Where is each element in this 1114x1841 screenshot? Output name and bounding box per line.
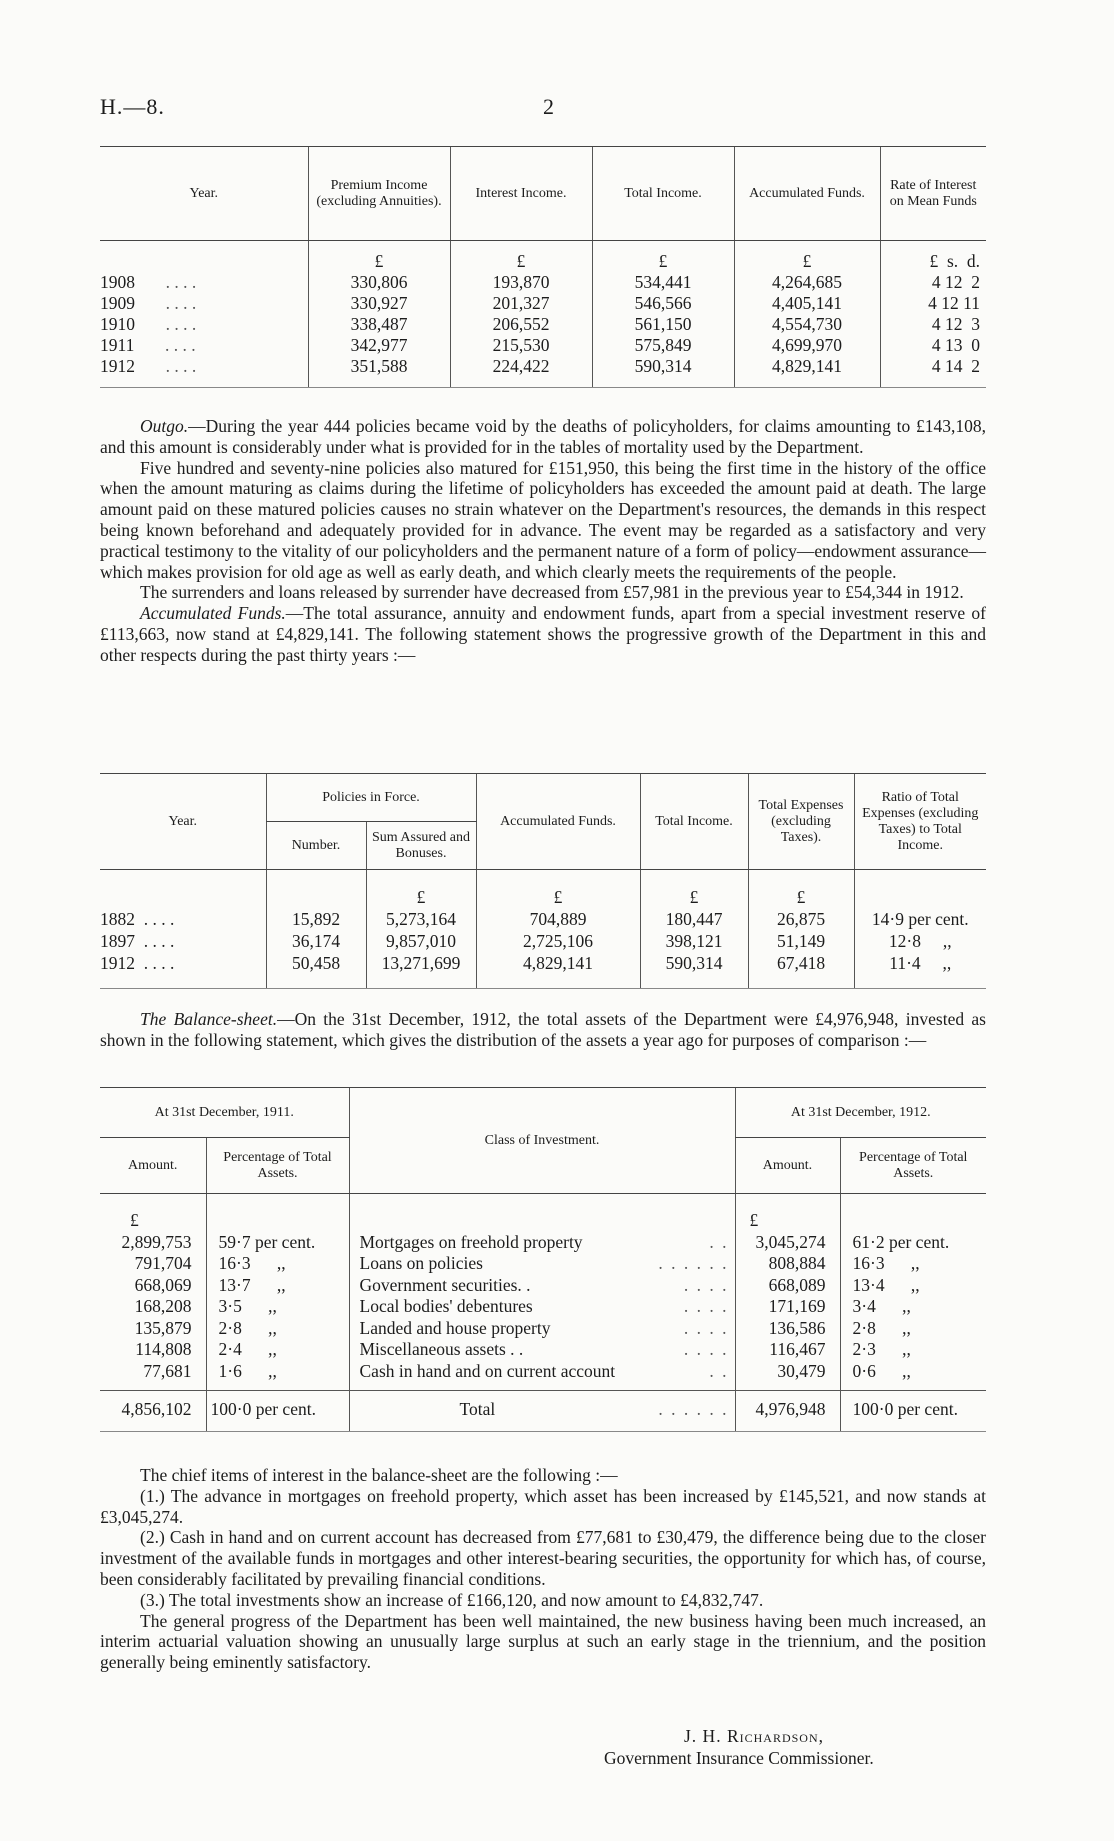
total-label: Total [459, 1399, 496, 1419]
table-cell: 4,829,141 [734, 356, 880, 388]
investment-class: Loans on policies [359, 1253, 483, 1273]
table-cell: 114,808 [135, 1339, 192, 1359]
paragraph: Five hundred and seventy-nine policies also matured for £151,950, this being the first time in the history of the office when the amount maturing as claims during the lifetime of policyholders has exceeded the amount paid at death. The large amount paid on these matured policies causes no strain whatever on the Department's resources, the demands in this respect being known beforehand and adequately provided for in advance. The event may be regarded as a satisfactory and very practical testimony to the vitality of our policyholders and the permanent nature of a form of policy—endowment assurance—which makes provision for old age as well as early death, and which clearly meets the requirements of the people. [100, 457, 986, 582]
paragraph: (1.) The advance in mortgages on freehold property, which asset has been increased by £145,521, and now stands at £3,045,274. [100, 1485, 986, 1527]
table-cell: 180,447 [640, 908, 748, 930]
table-cell: 668,069 [134, 1274, 192, 1295]
investment-class: Government securities. . [359, 1274, 531, 1295]
table-cell: 168,208 [134, 1296, 192, 1316]
growth-table [100, 773, 986, 989]
table-cell: 4 12 2 [880, 272, 986, 293]
column-header: Amount. [735, 1138, 840, 1194]
table-cell: 2,725,106 [476, 930, 640, 952]
investment-class: Mortgages on freehold property [359, 1231, 583, 1252]
table-cell: 12·8 ,, [854, 930, 986, 952]
units-row [100, 241, 986, 273]
dot-leader: . . . . [164, 335, 196, 355]
column-header: Percentage of Total Assets. [206, 1138, 349, 1194]
income-table [100, 146, 986, 388]
column-header: Number. [266, 822, 366, 870]
dot-leader: . . . . [143, 909, 175, 929]
unit-label: £ [308, 241, 450, 273]
document-reference: H.—8. [100, 94, 165, 119]
table-row [100, 335, 986, 356]
investment-class: Miscellaneous assets . . [359, 1339, 524, 1359]
paragraph-text: —During the year 444 policies became void by the deaths of policyholders, for claims amounting to £143,108, and this amount is considerably under what is provided for in the tables of mortality used by the Department. [100, 416, 986, 457]
table-cell: 4,829,141 [476, 952, 640, 989]
column-header: Interest Income. [450, 147, 592, 241]
table-cell: 2·3 ,, [840, 1339, 986, 1361]
table-row [100, 1253, 986, 1275]
year-cell: 1909 [100, 293, 135, 313]
table-cell: 136,586 [735, 1318, 840, 1340]
table-cell: 791,704 [134, 1253, 192, 1273]
paragraph-heading: The Balance-sheet. [140, 1009, 278, 1029]
table-cell: 14·9 per cent. [854, 908, 986, 930]
table-cell: 704,889 [476, 908, 640, 930]
table-cell: 135,879 [134, 1317, 192, 1338]
table-cell: 206,552 [450, 314, 592, 335]
column-header: Class of Investment. [349, 1088, 735, 1194]
dot-leader: . . . . [165, 293, 197, 313]
table-cell: 330,806 [308, 272, 450, 293]
table-cell: 808,884 [735, 1253, 840, 1275]
signature-block [604, 1725, 984, 1769]
paragraph: The general progress of the Department has been well maintained, the new business having been much increased, an interim actuarial valuation showing an unusually large surplus at such an early stage in the triennium, and the position generally being eminently satisfactory. [100, 1610, 986, 1673]
table-cell: 534,441 [592, 272, 734, 293]
table-row [100, 930, 986, 952]
unit-label: £ s. d. [880, 241, 986, 273]
paragraph: (2.) Cash in hand and on current account has decreased from £77,681 to £30,479, the difference being due to the closer investment of the available funds in mortgages and other interest-bearing securities, the opportunity for which has, of course, been considerably facilitated by prevailing financial conditions. [100, 1527, 986, 1589]
table-cell: 2,899,753 [121, 1231, 192, 1252]
dot-leader: . . . . [165, 272, 197, 292]
paragraph: (3.) The total investments show an increase of £166,120, and now amount to £4,832,747. [140, 1589, 764, 1610]
paragraph [100, 416, 986, 458]
table-cell: 224,422 [450, 356, 592, 388]
dot-leader: . . . . . . [658, 1253, 729, 1273]
column-group-header: At 31st December, 1912. [735, 1088, 986, 1138]
unit-label: £ [130, 1210, 139, 1230]
table-cell: 398,121 [640, 930, 748, 952]
table-cell: 77,681 [143, 1360, 192, 1381]
unit-label: £ [735, 1194, 840, 1232]
column-header: Rate of Interest on Mean Funds [880, 147, 986, 241]
table-row [100, 272, 986, 293]
dot-leader: . . . . [683, 1274, 729, 1295]
table-row [100, 1339, 986, 1361]
table-cell: 215,530 [450, 335, 592, 356]
year-cell: 1910 [100, 314, 135, 334]
year-cell: 1912 [100, 356, 135, 376]
table-cell: 67,418 [748, 952, 854, 989]
column-group-header: At 31st December, 1911. [100, 1088, 349, 1138]
year-cell: 1897 [100, 931, 135, 951]
table-cell: 5,273,164 [366, 908, 476, 930]
dot-leader: . . . . [143, 953, 175, 973]
table-cell: 171,169 [735, 1296, 840, 1318]
table-row [100, 952, 986, 989]
table-cell: 4 14 2 [880, 356, 986, 388]
year-cell: 1908 [100, 272, 135, 292]
column-header: Accumulated Funds. [734, 147, 880, 241]
outgo-section [100, 416, 986, 666]
table-cell: 59·7 per cent. [206, 1232, 349, 1254]
table-header-row [100, 774, 986, 822]
dot-leader: . . . . [683, 1317, 729, 1338]
column-header: Year. [100, 774, 266, 870]
investment-class: Landed and house property [359, 1317, 551, 1338]
table-cell: 26,875 [748, 908, 854, 930]
table-cell: 116,467 [735, 1339, 840, 1361]
table-cell: 1·6 ,, [206, 1361, 349, 1391]
table-cell: 13,271,699 [366, 952, 476, 989]
table-cell: 4 12 11 [880, 293, 986, 314]
table-cell: 0·6 ,, [840, 1361, 986, 1391]
dot-leader: . . . . [165, 356, 197, 376]
unit-label: £ [476, 870, 640, 909]
column-header: Sum Assured and Bonuses. [366, 822, 476, 870]
table-row [100, 1275, 986, 1297]
unit-label: £ [748, 870, 854, 909]
dot-leader: . . . . [683, 1339, 729, 1359]
table-cell: 15,892 [266, 908, 366, 930]
table-cell: 4 13 0 [880, 335, 986, 356]
table-cell: 4 12 3 [880, 314, 986, 335]
table-cell: 193,870 [450, 272, 592, 293]
paragraph-heading: Accumulated Funds. [140, 603, 286, 624]
table-cell: 2·8 ,, [206, 1318, 349, 1340]
unit-label: £ [450, 241, 592, 273]
table-row [100, 1318, 986, 1340]
table-cell: 51,149 [748, 930, 854, 952]
table-cell: 36,174 [266, 930, 366, 952]
paragraph-text: —On the 31st December, 1912, the total assets of the Department were £4,976,948, invested as shown in the following statement, which gives the distribution of the assets a year ago for purposes of comparison :— [100, 1009, 986, 1050]
column-header: Total Expenses (excluding Taxes). [748, 774, 854, 870]
column-header: Total Income. [640, 774, 748, 870]
column-header: Percentage of Total Assets. [840, 1138, 986, 1194]
column-header: Premium Income (excluding Annuities). [308, 147, 450, 241]
table-row [100, 1296, 986, 1318]
table-cell: 9,857,010 [366, 930, 476, 952]
column-header: Total Income. [592, 147, 734, 241]
unit-label: £ [366, 870, 476, 909]
dot-leader: . . [709, 1360, 729, 1381]
unit-label: £ [640, 870, 748, 909]
table-cell: 4,976,948 [735, 1391, 840, 1432]
table-cell: 575,849 [592, 335, 734, 356]
paragraph [100, 1009, 986, 1051]
dot-leader: . . . . [683, 1296, 729, 1316]
table-cell: 16·3 ,, [206, 1253, 349, 1275]
table-cell: 546,566 [592, 293, 734, 314]
column-header: Amount. [100, 1138, 206, 1194]
units-row [100, 1194, 986, 1232]
table-cell: 3,045,274 [735, 1232, 840, 1254]
table-row [100, 1232, 986, 1254]
table-cell: 590,314 [592, 356, 734, 388]
table-cell: 4,405,141 [734, 293, 880, 314]
year-cell: 1882 [100, 909, 135, 929]
investment-table [100, 1087, 986, 1432]
total-row [100, 1391, 986, 1432]
table-cell: 351,588 [308, 356, 450, 388]
year-cell: 1912 [100, 953, 135, 973]
table-row [100, 908, 986, 930]
signatory-name: J. H. Richardson, [684, 1726, 825, 1746]
table-cell: 4,699,970 [734, 335, 880, 356]
table-cell: 61·2 per cent. [840, 1232, 986, 1254]
chief-items-section [100, 1465, 986, 1673]
paragraph-text: —The total assurance, annuity and endowment funds, apart from a special investment reserve of £113,663, now stand at £4,829,141. The following statement shows the progressive growth of the Department in this and other respects during the past thirty years :— [100, 603, 986, 665]
paragraph: The surrenders and loans released by surrender have decreased from £57,981 in the previous year to £54,344 in 1912. [140, 582, 964, 603]
table-cell: 16·3 ,, [840, 1253, 986, 1275]
table-header-row [100, 147, 986, 241]
table-cell: 4,264,685 [734, 272, 880, 293]
dot-leader: . . . . [143, 931, 175, 951]
column-header: Ratio of Total Expenses (excluding Taxes) to Total Income. [854, 774, 986, 870]
table-cell: 330,927 [308, 293, 450, 314]
column-header: Year. [100, 147, 308, 241]
table-cell: 342,977 [308, 335, 450, 356]
table-cell: 13·4 ,, [840, 1275, 986, 1297]
table-cell: 561,150 [592, 314, 734, 335]
table-cell: 100·0 per cent. [206, 1391, 349, 1432]
table-cell: 50,458 [266, 952, 366, 989]
units-row [100, 870, 986, 909]
table-cell: 3·4 ,, [840, 1296, 986, 1318]
table-cell: 668,089 [735, 1275, 840, 1297]
dot-leader: . . . . [165, 314, 197, 334]
column-header: Accumulated Funds. [476, 774, 640, 870]
table-cell: 590,314 [640, 952, 748, 989]
table-cell: 4,856,102 [100, 1391, 206, 1432]
column-group-header: Policies in Force. [266, 774, 476, 822]
table-row [100, 314, 986, 335]
paragraph-heading: Outgo. [140, 416, 189, 436]
table-cell: 100·0 per cent. [840, 1391, 986, 1432]
table-row [100, 356, 986, 388]
dot-leader: . . [709, 1231, 729, 1252]
table-cell: 13·7 ,, [206, 1275, 349, 1297]
paragraph [100, 603, 986, 665]
dot-leader: . . . . . . [658, 1399, 729, 1419]
unit-label: £ [592, 241, 734, 273]
balance-sheet-section [100, 1009, 986, 1051]
page-number: 2 [543, 94, 554, 119]
paragraph: The chief items of interest in the balance-sheet are the following :— [140, 1465, 618, 1485]
investment-class: Local bodies' debentures [359, 1296, 533, 1316]
table-row [100, 1361, 986, 1391]
unit-label: £ [734, 241, 880, 273]
signatory-title: Government Insurance Commissioner. [604, 1748, 874, 1768]
table-cell: 201,327 [450, 293, 592, 314]
table-cell: 2·8 ,, [840, 1318, 986, 1340]
table-cell: 2·4 ,, [206, 1339, 349, 1361]
table-cell: 30,479 [735, 1361, 840, 1391]
year-cell: 1911 [100, 335, 135, 355]
table-cell: 11·4 ,, [854, 952, 986, 989]
table-row [100, 293, 986, 314]
investment-class: Cash in hand and on current account [359, 1360, 616, 1381]
table-header-row [100, 1088, 986, 1138]
table-cell: 3·5 ,, [206, 1296, 349, 1318]
table-cell: 338,487 [308, 314, 450, 335]
table-cell: 4,554,730 [734, 314, 880, 335]
